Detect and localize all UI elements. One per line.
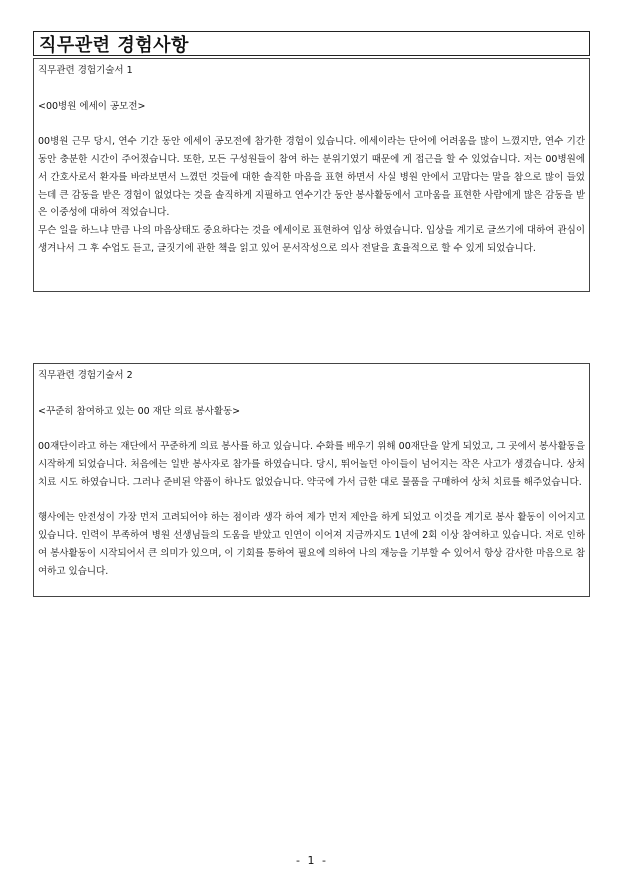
spacer [38,492,585,510]
section-paragraph: 00병원 근무 당시, 연수 기간 동안 에세이 공모전에 참가한 경험이 있습니다. 에세이라는 단어에 어려움을 많이 느꼈지만, 연수 기간 동안 충분한 시간이 주어졌습니다. 또한, 모든 구성원들이 참여 하는 분위기였기 때문에 게 접근을 할 수 있었습니다. 저는 00병원에서 간호사로서 환자를 바라보면서 느꼈던 것들에 대한 솔직한 마음을 표현 하면서 사실 병원 안에서 고맙다는 말을 참으로 많이 들었는데 큰 감동을 받은 경험이 없었다는 것을 솔직하게 지필하고 연수기간 동안 봉사활동에서 고마움을 표현한 사람에게 많은 감동을 받은 이중성에 대하여 적었습니다. [38,136,585,219]
spacer [38,420,585,438]
section-label: 직무관련 경험기술서 2 [38,370,133,381]
page-title-box [33,31,590,56]
section-paragraph: 행사에는 안전성이 가장 먼저 고려되어야 하는 점이라 생각 하여 제가 먼저 제안을 하게 되었고 이것을 계기로 봉사 활동이 이어지고 있습니다. 인력이 부족하여 병원 선생님들의 도움을 받았고 인연이 이어져 지금까지도 1년에 2회 이상 참여하고 있습니다. 저로 인하여 봉사활동이 시작되어서 큰 의미가 있으며, 이 기회를 통하여 필요에 의하여 나의 재능을 기부할 수 있어서 항상 감사한 마음으로 참여하고 있습니다. [38,512,585,577]
section-heading: <꾸준히 참여하고 있는 00 재단 의료 봉사활동> [38,405,241,417]
page-number: - 1 - [296,854,328,867]
experience-section-1 [33,58,590,292]
section-paragraph: 무슨 일을 하느냐 만큼 나의 마음상태도 중요하다는 것을 에세이로 표현하여 입상 하였습니다. 입상을 계기로 글쓰기에 대하여 관심이 생겨나서 그 후 수업도 듣고, 글짓기에 관한 책을 읽고 있어 문서작성으로 의사 전달을 효율적으로 할 수 있게 되었습니다. [38,225,585,254]
page-title: 직무관련 경험사항 [39,34,189,56]
spacer [38,385,585,403]
section-label: 직무관련 경험기술서 1 [38,65,133,76]
spacer [38,80,585,98]
section-heading: <00병원 에세이 공모전> [38,100,146,112]
section-paragraph: 00재단이라고 하는 재단에서 꾸준하게 의료 봉사를 하고 있습니다. 수화를 배우기 위해 00재단을 알게 되었고, 그 곳에서 봉사활동을 시작하게 되었습니다. 처음에는 일반 봉사자로 참가를 하였습니다. 당시, 뛰어놀던 아이들이 넘어지는 작은 사고가 생겼습니다. 상처 치료 시도 하였습니다. 그러나 준비된 약품이 하나도 없었습니다. 약국에 가서 급한 대로 물품을 구매하여 상처 치료를 해주었습니다. [38,441,585,488]
spacer [38,115,585,133]
experience-section-2 [33,363,590,597]
